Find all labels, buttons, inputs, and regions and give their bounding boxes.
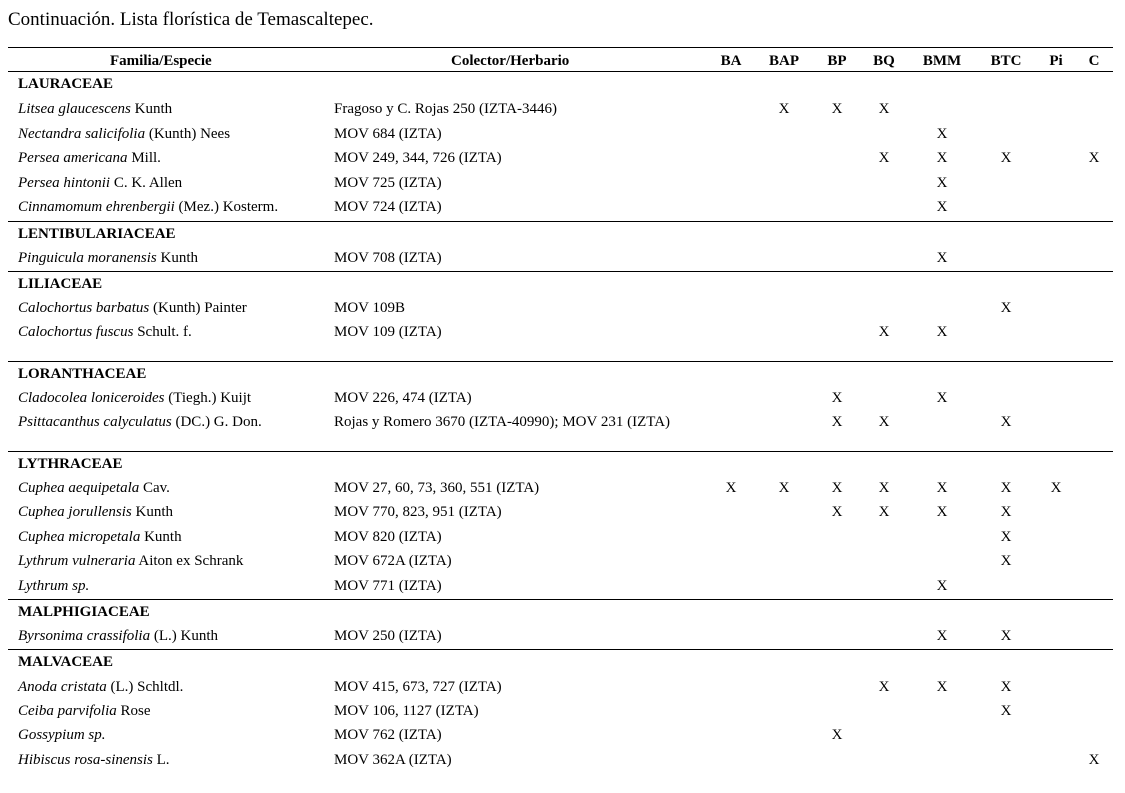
presence-mark-c: X — [1088, 752, 1100, 768]
presence-mark-bq: X — [878, 101, 890, 117]
collector-herbario: MOV 762 (IZTA) — [334, 727, 442, 743]
table-rule — [8, 361, 1113, 362]
collector-herbario: MOV 415, 673, 727 (IZTA) — [334, 679, 502, 695]
presence-mark-bmm: X — [936, 324, 948, 340]
family-name: LYTHRACEAE — [18, 456, 123, 472]
species-binomial: Psittacanthus calyculatus — [18, 414, 172, 430]
collector-herbario: MOV 672A (IZTA) — [334, 553, 452, 569]
presence-mark-pi: X — [1050, 480, 1062, 496]
presence-mark-bap: X — [778, 480, 790, 496]
presence-mark-btc: X — [1000, 150, 1012, 166]
species-name — [18, 478, 170, 498]
species-name — [18, 298, 247, 318]
species-author: L. — [152, 752, 170, 768]
collector-herbario: MOV 708 (IZTA) — [334, 250, 442, 266]
species-author: Kunth — [140, 529, 182, 545]
header-bp: BP — [827, 53, 847, 69]
species-author: (Mez.) Kosterm. — [174, 199, 279, 215]
presence-mark-bmm: X — [936, 578, 948, 594]
species-author: (L.) Kunth — [150, 628, 218, 644]
species-name — [18, 124, 230, 144]
species-binomial: Litsea glaucescens — [18, 101, 131, 117]
presence-mark-btc: X — [1000, 300, 1012, 316]
species-name — [18, 502, 173, 522]
header-colector: Colector/Herbario — [451, 53, 570, 69]
species-author: Cav. — [139, 480, 170, 496]
table-rule — [8, 47, 1113, 48]
species-author: Kunth — [131, 504, 174, 520]
presence-mark-bmm: X — [936, 250, 948, 266]
header-ba: BA — [720, 53, 742, 69]
species-author: Schult. f. — [133, 324, 192, 340]
table-rule — [8, 599, 1113, 600]
collector-herbario: MOV 109B — [334, 300, 405, 316]
species-name — [18, 701, 151, 721]
species-binomial: Nectandra salicifolia — [18, 126, 146, 142]
species-name — [18, 99, 172, 119]
presence-mark-bp: X — [831, 504, 843, 520]
presence-mark-bmm: X — [936, 480, 948, 496]
presence-mark-bmm: X — [936, 175, 948, 191]
species-binomial: Cinnamomum ehrenbergii — [18, 199, 175, 215]
species-author: Aiton ex Schrank — [135, 553, 244, 569]
table-rule — [8, 221, 1113, 222]
collector-herbario: MOV 109 (IZTA) — [334, 324, 442, 340]
presence-mark-btc: X — [1000, 628, 1012, 644]
species-name — [18, 527, 182, 547]
collector-herbario: MOV 250 (IZTA) — [334, 628, 442, 644]
species-name — [18, 197, 278, 217]
collector-herbario: MOV 820 (IZTA) — [334, 529, 442, 545]
species-binomial: Persea americana — [18, 150, 128, 166]
presence-mark-bmm: X — [936, 126, 948, 142]
presence-mark-btc: X — [1000, 553, 1012, 569]
presence-mark-btc: X — [1000, 504, 1012, 520]
presence-mark-bp: X — [831, 414, 843, 430]
species-binomial: Persea hintonii — [18, 175, 111, 191]
presence-mark-bq: X — [878, 414, 890, 430]
species-name — [18, 412, 262, 432]
collector-herbario: MOV 249, 344, 726 (IZTA) — [334, 150, 502, 166]
family-name: MALPHIGIACEAE — [18, 604, 150, 620]
species-name — [18, 725, 106, 745]
header-bq: BQ — [873, 53, 895, 69]
species-name — [18, 551, 243, 571]
species-author: (DC.) G. Don. — [171, 414, 262, 430]
species-binomial: Pinguicula moranensis — [18, 250, 157, 266]
species-name — [18, 576, 89, 596]
collector-herbario: MOV 106, 1127 (IZTA) — [334, 703, 479, 719]
collector-herbario: MOV 226, 474 (IZTA) — [334, 390, 472, 406]
header-btc: BTC — [990, 53, 1022, 69]
species-name — [18, 677, 183, 697]
species-author: Kunth — [156, 250, 198, 266]
family-name: LORANTHACEAE — [18, 366, 147, 382]
table-rule — [8, 649, 1113, 650]
table-rule — [8, 271, 1113, 272]
species-binomial: Cladocolea loniceroides — [18, 390, 165, 406]
species-binomial: Ceiba parvifolia — [18, 703, 117, 719]
presence-mark-btc: X — [1000, 679, 1012, 695]
collector-herbario: MOV 725 (IZTA) — [334, 175, 442, 191]
species-name — [18, 626, 218, 646]
family-name: LILIACEAE — [18, 276, 103, 292]
species-binomial: Anoda cristata — [18, 679, 107, 695]
family-name: MALVACEAE — [18, 654, 114, 670]
species-binomial: Calochortus barbatus — [18, 300, 150, 316]
species-name — [18, 148, 161, 168]
species-binomial: Calochortus fuscus — [18, 324, 134, 340]
header-pi: Pi — [1049, 53, 1063, 69]
species-binomial: Byrsonima crassifolia — [18, 628, 151, 644]
presence-mark-bp: X — [831, 727, 843, 743]
collector-herbario: MOV 684 (IZTA) — [334, 126, 442, 142]
collector-herbario: MOV 770, 823, 951 (IZTA) — [334, 504, 502, 520]
presence-mark-btc: X — [1000, 480, 1012, 496]
presence-mark-bap: X — [778, 101, 790, 117]
species-binomial: Gossypium sp. — [18, 727, 106, 743]
species-author: C. K. Allen — [110, 175, 183, 191]
collector-herbario: MOV 771 (IZTA) — [334, 578, 442, 594]
species-author: Kunth — [130, 101, 173, 117]
presence-mark-bp: X — [831, 480, 843, 496]
collector-herbario: MOV 362A (IZTA) — [334, 752, 452, 768]
species-name — [18, 173, 182, 193]
presence-mark-bp: X — [831, 390, 843, 406]
collector-herbario: MOV 724 (IZTA) — [334, 199, 442, 215]
presence-mark-bmm: X — [936, 628, 948, 644]
species-author: (Kunth) Nees — [145, 126, 231, 142]
presence-mark-btc: X — [1000, 529, 1012, 545]
species-name — [18, 388, 251, 408]
header-c: C — [1088, 53, 1100, 69]
species-binomial: Lythrum sp. — [18, 578, 90, 594]
table-rule — [8, 451, 1113, 452]
presence-mark-bq: X — [878, 324, 890, 340]
species-name — [18, 248, 198, 268]
presence-mark-c: X — [1088, 150, 1100, 166]
collector-herbario: Rojas y Romero 3670 (IZTA-40990); MOV 231 (IZTA) — [334, 414, 671, 430]
species-author: (Kunth) Painter — [149, 300, 247, 316]
presence-mark-bmm: X — [936, 679, 948, 695]
presence-mark-bp: X — [831, 101, 843, 117]
species-author: (Tiegh.) Kuijt — [164, 390, 252, 406]
table-caption: Continuación. Lista florística de Temascaltepec. — [8, 9, 374, 30]
presence-mark-btc: X — [1000, 703, 1012, 719]
presence-mark-btc: X — [1000, 414, 1012, 430]
species-author: Rose — [116, 703, 151, 719]
species-name — [18, 322, 192, 342]
presence-mark-bmm: X — [936, 390, 948, 406]
species-binomial: Cuphea micropetala — [18, 529, 141, 545]
header-bmm: BMM — [922, 53, 962, 69]
family-name: LENTIBULARIACEAE — [18, 226, 176, 242]
collector-herbario: Fragoso y C. Rojas 250 (IZTA-3446) — [334, 101, 557, 117]
presence-mark-ba: X — [725, 480, 737, 496]
species-author: Mill. — [127, 150, 161, 166]
presence-mark-bmm: X — [936, 504, 948, 520]
header-bap: BAP — [769, 53, 799, 69]
species-name — [18, 750, 170, 770]
presence-mark-bmm: X — [936, 199, 948, 215]
species-binomial: Cuphea jorullensis — [18, 504, 132, 520]
species-binomial: Hibiscus rosa-sinensis — [18, 752, 153, 768]
family-name: LAURACEAE — [18, 76, 114, 92]
species-binomial: Lythrum vulneraria — [18, 553, 136, 569]
species-binomial: Cuphea aequipetala — [18, 480, 140, 496]
species-author: (L.) Schltdl. — [106, 679, 184, 695]
table-rule — [8, 71, 1113, 72]
presence-mark-bq: X — [878, 679, 890, 695]
header-familia: Familia/Especie — [110, 53, 212, 69]
presence-mark-bq: X — [878, 504, 890, 520]
collector-herbario: MOV 27, 60, 73, 360, 551 (IZTA) — [334, 480, 540, 496]
presence-mark-bmm: X — [936, 150, 948, 166]
presence-mark-bq: X — [878, 480, 890, 496]
presence-mark-bq: X — [878, 150, 890, 166]
